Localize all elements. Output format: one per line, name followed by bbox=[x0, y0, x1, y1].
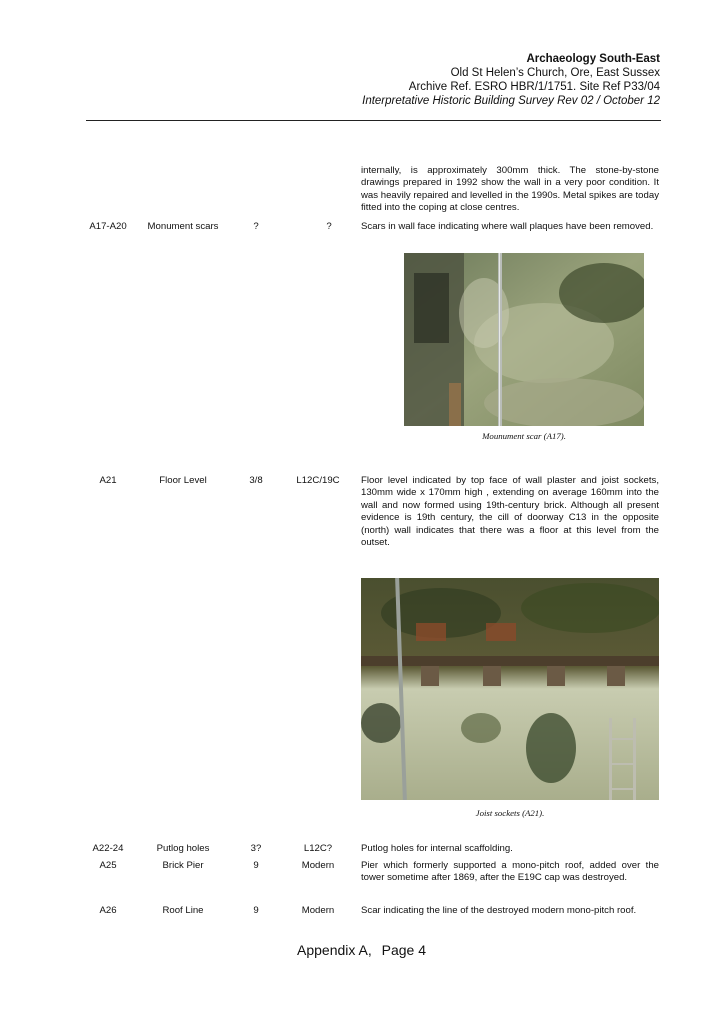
appendix-label: Appendix A, bbox=[297, 942, 372, 958]
page-footer bbox=[0, 942, 723, 958]
report-title: Interpretative Historic Building Survey Rev 02 / October 12 bbox=[362, 95, 660, 107]
row-phase: 9 bbox=[253, 860, 259, 871]
row-description: Scar indicating the line of the destroyed modern mono-pitch roof. bbox=[361, 905, 637, 916]
row-date: Modern bbox=[301, 860, 335, 871]
row-date: L12C? bbox=[303, 843, 333, 854]
photo-caption: Joist sockets (A21). bbox=[475, 808, 545, 818]
row-name: Brick Pier bbox=[162, 860, 204, 871]
row-id: A25 bbox=[99, 860, 117, 871]
row-name: Putlog holes bbox=[156, 843, 210, 854]
row-phase: ? bbox=[253, 221, 259, 232]
row-description: Floor level indicated by top face of wall plaster and joist sockets, 130mm wide x 170mm high , extending on average 160mm into the wall and now formed using 19th-century brick. Although all present evidence is 19th century, the cill of doorway C13 in the opposite (north) wall indicates that there was a floor at this level from the outset. bbox=[361, 475, 659, 549]
site-name: Old St Helen’s Church, Ore, East Sussex bbox=[450, 67, 660, 79]
continued-description: internally, is approximately 300mm thick. The stone-by-stone drawings prepared in 1992 show the wall in a very poor condition. It was heavily repaired and levelled in the 1990s. Metal spikes are today fitted into the coping at close centres. bbox=[361, 165, 659, 214]
row-description: Putlog holes for internal scaffolding. bbox=[361, 843, 513, 854]
monument-scar-photo bbox=[404, 253, 644, 426]
row-date: Modern bbox=[301, 905, 335, 916]
archive-reference: Archive Ref. ESRO HBR/1/1751. Site Ref P33/04 bbox=[408, 81, 660, 93]
photo-caption: Mounument scar (A17). bbox=[482, 431, 566, 441]
row-date: L12C/19C bbox=[296, 475, 340, 486]
row-phase: 3/8 bbox=[249, 475, 263, 486]
joist-sockets-photo bbox=[361, 578, 659, 800]
report-organisation: Archaeology South-East bbox=[526, 53, 660, 65]
row-id: A21 bbox=[99, 475, 117, 486]
row-id: A26 bbox=[99, 905, 117, 916]
row-description: Pier which formerly supported a mono-pitch roof, added over the tower sometime after 1869, after the E19C cap was destroyed. bbox=[361, 860, 659, 884]
row-name: Roof Line bbox=[162, 905, 204, 916]
row-date: ? bbox=[326, 221, 332, 232]
page-number: Page 4 bbox=[381, 942, 426, 958]
header-rule bbox=[86, 120, 661, 121]
row-description: Scars in wall face indicating where wall plaques have been removed. bbox=[361, 221, 654, 232]
row-phase: 3? bbox=[250, 843, 262, 854]
row-name: Monument scars bbox=[147, 221, 219, 232]
row-phase: 9 bbox=[253, 905, 259, 916]
row-id: A17-A20 bbox=[89, 221, 127, 232]
row-name: Floor Level bbox=[159, 475, 207, 486]
row-id: A22-24 bbox=[92, 843, 124, 854]
